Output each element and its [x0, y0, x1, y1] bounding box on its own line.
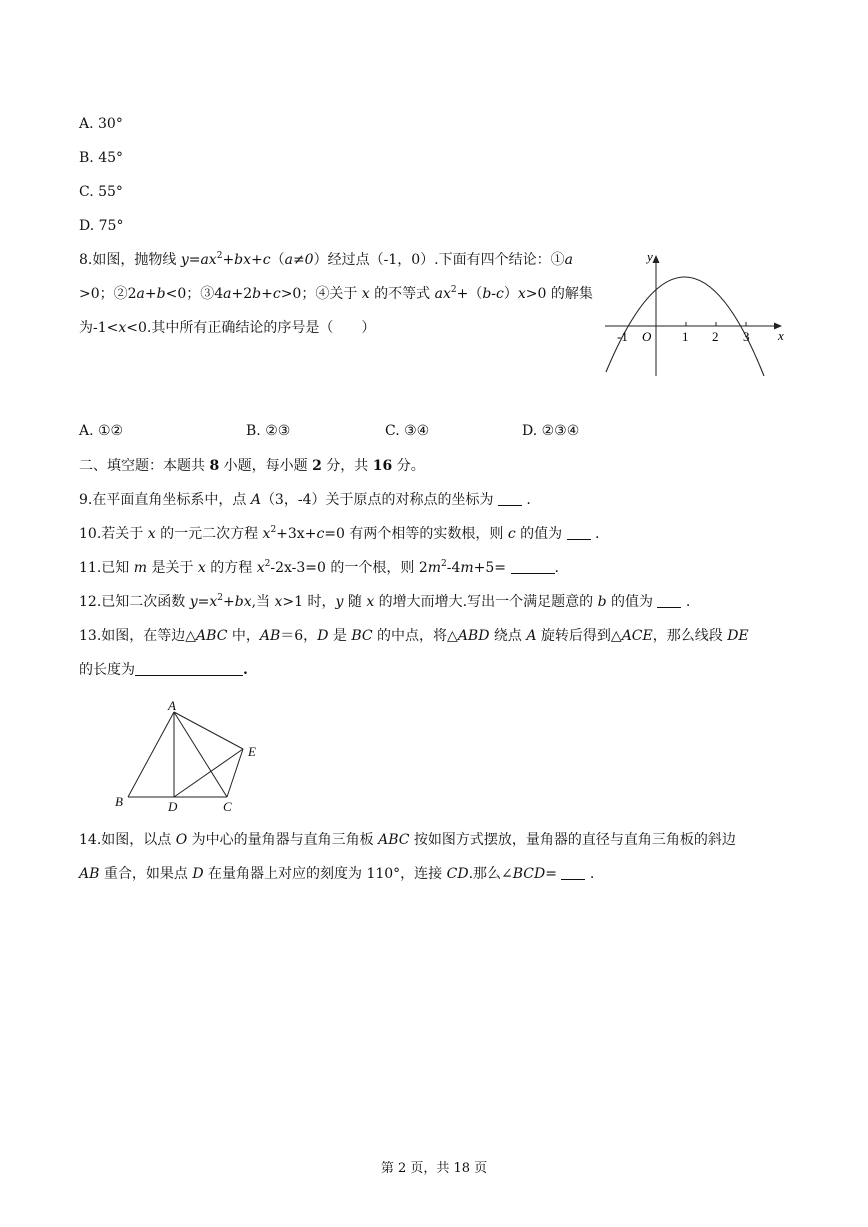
q8-option-d: D. ②③④: [522, 423, 580, 439]
segment-ac: [174, 712, 227, 797]
q10: 10.若关于 x 的一元二次方程 $x^2+3x+c=0$ 有两个相等的实数根，则 c 的值为 .: [79, 525, 600, 542]
q7-option-b: B. 45°: [79, 150, 124, 166]
q7-option-a: A. 30°: [79, 116, 123, 132]
vertex-label-b: B: [115, 794, 123, 809]
q13-line2: 的长度为 .: [79, 662, 248, 678]
q14-line1: 14.如图，以点 O 为中心的量角器与直角三角板 ABC 按如图方式摆放，量角器的直径与直角三角板的斜边: [79, 832, 736, 848]
segment-de: [174, 749, 243, 797]
tick-label-neg1: -1: [617, 329, 628, 344]
answer-blank: [135, 661, 243, 676]
q8-stem-line2: >0；②2a+b<0；③4a+2b+c>0；④关于 x 的不等式 $ax^2+(b-c)x>0$ 的解集: [79, 285, 593, 302]
y-axis-label: y: [647, 249, 653, 264]
q9: 9.在平面直角坐标系中，点 A（3，-4）关于原点的对称点的坐标为 .: [79, 492, 531, 508]
vertex-label-c: C: [223, 799, 232, 814]
x-axis-label: x: [778, 328, 784, 343]
q8-parabola-graph: [600, 245, 800, 380]
q8-options: [0, 421, 868, 441]
q13-triangle-figure: [105, 695, 270, 817]
q14-line2: AB 重合，如果点 D 在量角器上对应的刻度为 110°，连接 CD.那么∠BCD= .: [79, 866, 595, 882]
segment-ab: [128, 712, 174, 797]
vertex-label-d: D: [168, 799, 178, 814]
answer-blank: [561, 865, 585, 880]
vertex-label-e: E: [248, 744, 256, 759]
tick-label-3: 3: [743, 329, 750, 344]
segment-ec: [227, 749, 243, 797]
section-heading-fill-in: 二、填空题：本题共 8 小题，每小题 2 分，共 16 分。: [79, 458, 425, 474]
q8-option-b: B. ②③: [246, 423, 291, 439]
origin-label: O: [642, 329, 652, 344]
q8-stem-line1: 8.如图，抛物线 $y=ax^2+bx+c(a\ne 0)$经过点（-1，0）.下面有四个结论：①a: [79, 251, 573, 268]
answer-blank: [567, 525, 591, 540]
answer-blank: [498, 491, 522, 506]
segment-ae: [174, 712, 243, 749]
q8-option-c: C. ③④: [385, 423, 430, 439]
y-axis-arrow: [653, 255, 660, 263]
vertex-label-a: A: [168, 698, 176, 713]
q13-line1: 13.如图，在等边△ABC 中，AB＝6，D 是 BC 的中点，将△ABD 绕点 A 旋转后得到△ACE，那么线段 DE: [79, 628, 749, 644]
tick-label-2: 2: [712, 329, 719, 344]
tick-label-1: 1: [682, 329, 689, 344]
answer-blank: [657, 593, 681, 608]
answer-blank: [511, 559, 555, 574]
q8-option-a: A. ①②: [79, 423, 124, 439]
q7-option-d: D. 75°: [79, 218, 124, 234]
q8-stem-line3: 为-1<x<0.其中所有正确结论的序号是（ ）: [79, 320, 376, 336]
q7-option-c: C. 55°: [79, 184, 123, 200]
q11: 11.已知 m 是关于 x 的方程 $x^2-2x-3=0$ 的一个根，则 $2m^2-4m+5=$ .: [79, 559, 559, 576]
q12: 12.已知二次函数 $y=x^2+bx$,当 x>1 时，y 随 x 的增大而增大.写出一个满足题意的 b 的值为 .: [79, 593, 691, 610]
page-footer: 第 2 页，共 18 页: [380, 1161, 488, 1176]
